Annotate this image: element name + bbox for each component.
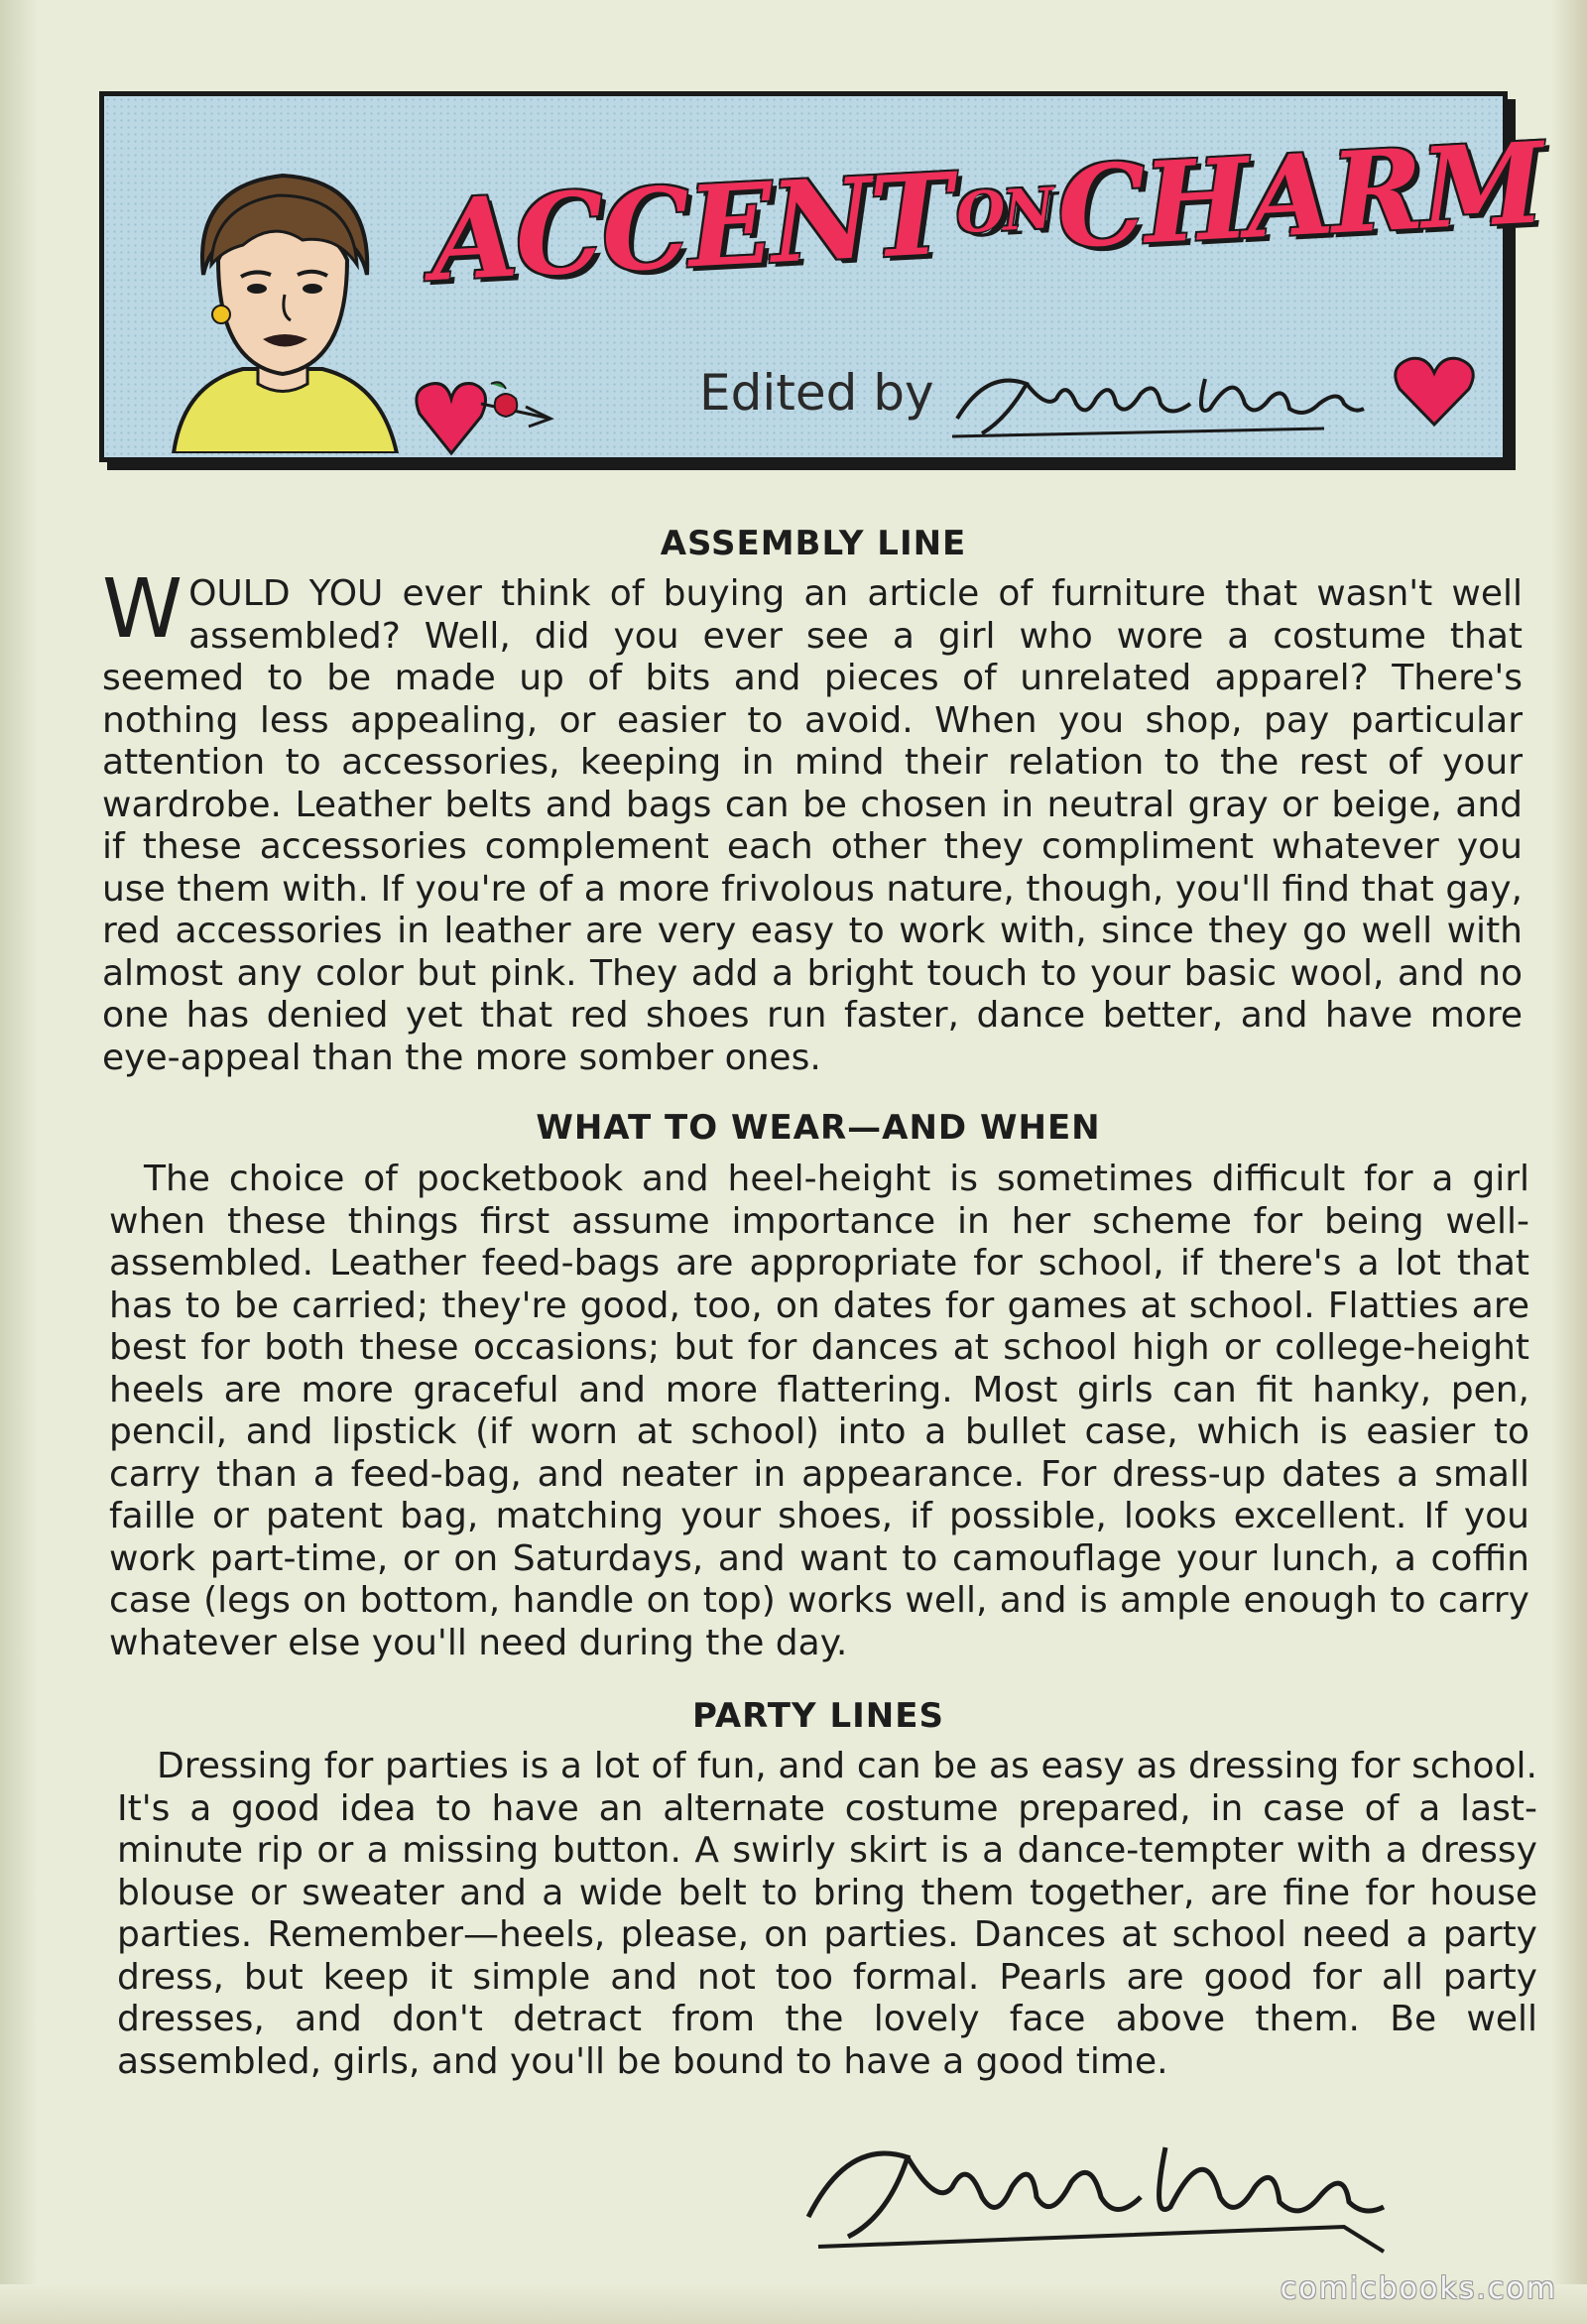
editor-signature [947,349,1374,443]
closing-signature [789,2108,1404,2257]
heart-icon [1392,349,1477,428]
paragraph-assembly-line: WOULD YOU ever think of buying an article of furniture that wasn't well assembled? Well, did you ever see a girl who wore a costume that seemed to be made up of bits and pieces of unrelated apparel? There's nothing less appealing, or easier to avoid. When you shop, pay particular attention to accessories, keeping in mind their relation to the rest of your wardrobe. Leather belts and bags can be chosen in neutral gray or beige, and if these accessories complement each other they compliment whatever you use them with. If you're of a more frivolous nature, though, you'll find that gay, red accessories in leather are very easy to work with, since they go well with almost any color but pink. They add a bright touch to your basic wool, and no one has denied yet that red shoes run faster, dance better, and have more eye-appeal than the more somber ones. [102,562,1523,1078]
paragraph-what-to-wear: The choice of pocketbook and heel-height is sometimes difficult for a girl when these things first assume importance in her scheme for being well-assembled. Leather feed-bags are appropriate for school, if there's a lot that has to be carried; they're good, too, on dates for games at school. Flatties are best for both these occasions; but for dances at school high or college-height heels are more graceful and more flattering. Most girls can fit hanky, pen, pencil, and lipstick (if worn at school) into a bullet case, which is easier to carry than a feed-bag, and neater in appearance. For dress-up dates a small faille or patent bag, matching your shoes, if possible, looks excellent. If you work part-time, or on Saturdays, and want to camouflage your lunch, a coffin case (legs on bottom, handle on top) works well, and is ample enough to carry whatever else you'll need during the day. [109,1159,1529,1663]
title-accent: ACCENT [427,149,954,306]
heading-what-to-wear: WHAT TO WEAR—AND WHEN [536,1108,1101,1148]
heading-assembly-line: ASSEMBLY LINE [660,524,967,563]
page-edge-left [0,0,38,2324]
heading-party-lines: PARTY LINES [692,1696,944,1736]
title-on: ON [954,176,1054,247]
page-edge-right [1551,0,1587,2324]
heart-rose-icon [412,359,560,458]
title-charm: CHARM [1053,117,1546,274]
source-credit: comicbooks.com [1280,2271,1557,2306]
editor-portrait-illustration [164,166,402,453]
header-panel [99,91,1546,462]
column-title [427,97,1546,330]
edited-by-label: Edited by [699,364,934,422]
paragraph-party-lines: Dressing for parties is a lot of fun, and can be as easy as dressing for school. It's a good idea to have an alternate costume prepared, in case of a last-minute rip or a missing button. A swirly skirt is a dance-tempter with a dressy blouse or sweater and a wide belt to bring them together, are fine for house parties. Remember—heels, please, on parties. Dances at school need a party dress, but keep it simple and not too formal. Pearls are good for all party dresses, and don't detract from the lovely face above them. Be well assembled, girls, and you'll be bound to have a good time. [117,1746,1537,2082]
